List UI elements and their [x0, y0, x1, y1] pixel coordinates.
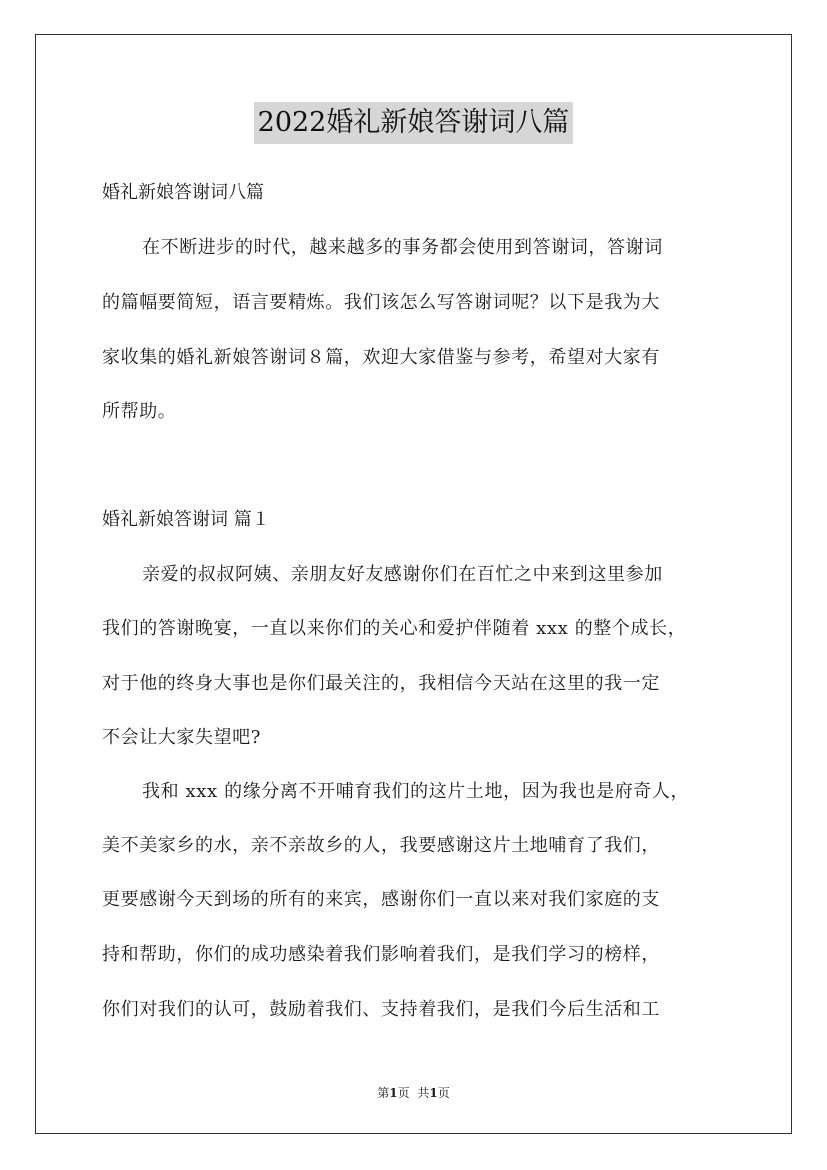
paragraph-line: 我和 xxx 的缘分离不开哺育我们的这片土地，因为我也是府奇人， — [142, 781, 690, 802]
page-footer — [0, 1085, 827, 1101]
footer-total-suffix: 页 — [437, 1086, 450, 1100]
paragraph-line: 你们对我们的认可，鼓励着我们、支持着我们，是我们今后生活和工 — [102, 999, 660, 1020]
paragraph-line: 更要感谢今天到场的所有的来宾，感谢你们一直以来对我们家庭的支 — [102, 889, 660, 910]
title-container — [0, 102, 827, 144]
document-subtitle: 婚礼新娘答谢词八篇 — [102, 182, 264, 203]
intro-line: 在不断进步的时代，越来越多的事务都会使用到答谢词，答谢词 — [142, 237, 663, 258]
paragraph-line: 我们的答谢晚宴，一直以来你们的关心和爱护伴随着 xxx 的整个成长， — [102, 618, 687, 639]
document-title: 2022婚礼新娘答谢词八篇 — [254, 102, 574, 144]
intro-line: 所帮助。 — [102, 401, 177, 422]
paragraph-line: 美不美家乡的水，亲不亲故乡的人，我要感谢这片土地哺育了我们， — [102, 835, 660, 856]
paragraph-line: 持和帮助，你们的成功感染着我们影响着我们，是我们学习的榜样， — [102, 944, 660, 965]
footer-total-pages: 1 — [429, 1086, 438, 1100]
section-heading: 婚礼新娘答谢词 篇１ — [102, 509, 270, 530]
footer-prefix: 第 — [377, 1086, 390, 1100]
intro-line: 家收集的婚礼新娘答谢词８篇，欢迎大家借鉴与参考，希望对大家有 — [102, 347, 660, 368]
paragraph-line: 亲爱的叔叔阿姨、亲朋友好友感谢你们在百忙之中来到这里参加 — [142, 564, 663, 585]
paragraph-line: 对于他的终身大事也是你们最关注的，我相信今天站在这里的我一定 — [102, 673, 660, 694]
footer-page-suffix: 页 — [397, 1086, 410, 1100]
intro-line: 的篇幅要简短，语言要精炼。我们该怎么写答谢词呢？以下是我为大 — [102, 292, 660, 313]
paragraph-line: 不会让大家失望吧? — [102, 727, 262, 748]
footer-page-number: 1 — [389, 1086, 398, 1100]
footer-total-prefix: 共 — [417, 1086, 430, 1100]
